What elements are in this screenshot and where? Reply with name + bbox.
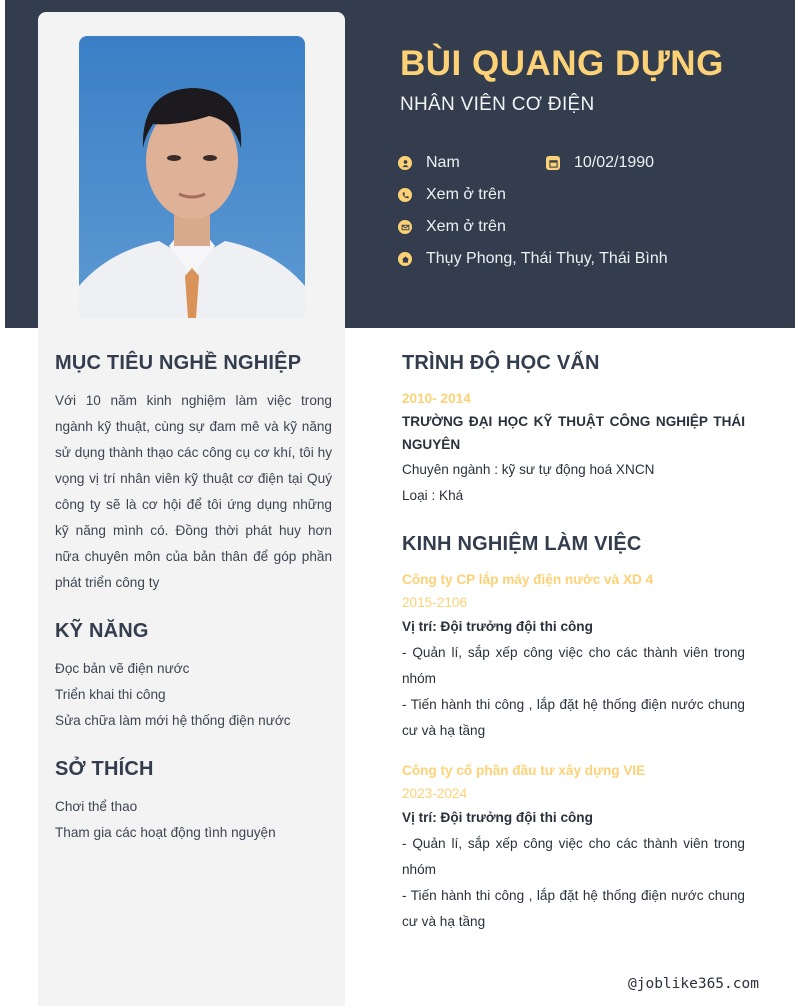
hobbies-list	[55, 794, 276, 846]
candidate-name: BÙI QUANG DỰNG	[400, 44, 724, 83]
calendar-icon	[546, 156, 560, 170]
list-item: Đọc bản vẽ điện nước	[55, 661, 190, 676]
job-years: 2015-2106	[402, 595, 468, 610]
gender-row	[398, 154, 460, 172]
job-position: Vị trí: Đội trưởng đội thi công	[402, 619, 593, 634]
objective-text: Với 10 năm kinh nghiệm làm việc trong ngành kỹ thuật, cùng sự đam mê và kỹ năng sử dụng thành thạo các công cụ cơ khí, tôi hy vọng vị trí nhân viên kỹ thuật cơ điện tại Quý công ty sẽ là cơ hội để tôi ứng dụng những kỹ năng mình có. Đồng thời phát huy hơn nữa chuyên môn của bản thân để góp phần phát triển công ty	[55, 393, 332, 590]
job-title: NHÂN VIÊN CƠ ĐIỆN	[400, 94, 595, 115]
list-item: Tham gia các hoạt động tình nguyện	[55, 825, 276, 840]
user-icon	[398, 156, 412, 170]
education-grade: Loại : Khá	[402, 488, 464, 503]
job-duty: - Tiến hành thi công , lắp đặt hệ thống điện nước chung cư và hạ tầng	[402, 888, 745, 929]
education-major: Chuyên ngành : kỹ sư tự động hoá XNCN	[402, 462, 655, 477]
list-item: Triển khai thi công	[55, 687, 166, 702]
skills-list	[55, 656, 291, 734]
company-name: Công ty cổ phần đầu tư xây dựng VIE	[402, 763, 646, 778]
birthdate-row	[546, 154, 654, 172]
job-duty: - Quản lí, sắp xếp công việc cho các thành viên trong nhóm	[402, 836, 745, 877]
list-item: Chơi thể thao	[55, 799, 138, 814]
job-duty: - Quản lí, sắp xếp công việc cho các thành viên trong nhóm	[402, 645, 745, 686]
hobbies-title: SỞ THÍCH	[55, 758, 154, 780]
skills-title: KỸ NĂNG	[55, 620, 149, 642]
email-icon	[398, 220, 412, 234]
home-icon	[398, 252, 412, 266]
phone-value: Xem ở trên	[426, 186, 506, 203]
list-item: Sửa chữa làm mới hệ thống điện nước	[55, 713, 291, 728]
address-row	[398, 250, 668, 268]
education-years: 2010- 2014	[402, 391, 471, 406]
site-credit: @joblike365.com	[628, 976, 759, 992]
address-value: Thụy Phong, Thái Thụy, Thái Bình	[426, 250, 668, 267]
job-duty: - Tiến hành thi công , lắp đặt hệ thống điện nước chung cư và hạ tầng	[402, 697, 745, 738]
profile-photo	[79, 36, 305, 318]
email-value: Xem ở trên	[426, 218, 506, 235]
email-row	[398, 218, 506, 236]
phone-icon	[398, 188, 412, 202]
experience-item	[402, 568, 745, 744]
school-name: TRƯỜNG ĐẠI HỌC KỸ THUẬT CÔNG NGHIỆP THÁI NGUYÊN	[402, 414, 745, 452]
experience-item	[402, 759, 745, 935]
education-title: TRÌNH ĐỘ HỌC VẤN	[402, 352, 600, 374]
phone-row	[398, 186, 506, 204]
objective-title: MỤC TIÊU NGHỀ NGHIỆP	[55, 352, 302, 374]
education-block	[402, 387, 745, 509]
birthdate-value: 10/02/1990	[574, 154, 655, 171]
job-years: 2023-2024	[402, 786, 468, 801]
company-name: Công ty CP lắp máy điện nước và XD 4	[402, 572, 654, 587]
gender-value: Nam	[426, 154, 460, 171]
experience-title: KINH NGHIỆM LÀM VIỆC	[402, 533, 642, 555]
job-position: Vị trí: Đội trưởng đội thi công	[402, 810, 593, 825]
